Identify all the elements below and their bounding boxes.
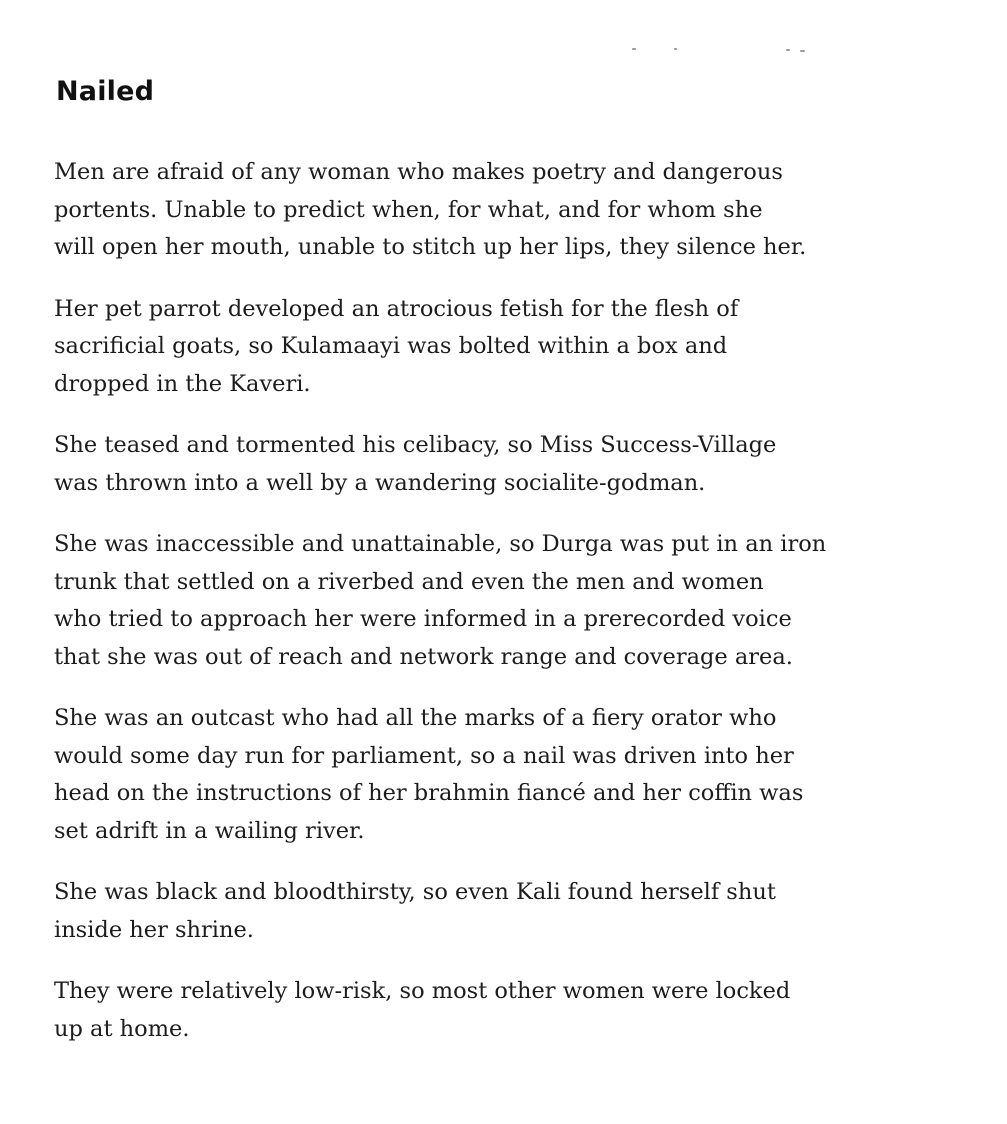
text-line: was thrown into a well by a wandering socialite-godman. (54, 469, 706, 496)
text-line: portents. Unable to predict when, for what, and for whom she (54, 196, 763, 223)
paragraph-3 (54, 427, 874, 502)
text-line: trunk that settled on a riverbed and even the men and women (54, 568, 764, 595)
text-line: Men are afraid of any woman who makes poetry and dangerous (54, 159, 783, 185)
text-line: up at home. (54, 1015, 190, 1042)
text-line: She was inaccessible and unattainable, so Durga was put in an iron (54, 531, 827, 557)
text-line: They were relatively low-risk, so most other women were locked (54, 978, 791, 1004)
scan-speck (786, 49, 790, 51)
text-line: sacrificial goats, so Kulamaayi was bolted within a box and (54, 333, 728, 359)
text-line: Her pet parrot developed an atrocious fetish for the flesh of (54, 295, 739, 322)
scan-speck (632, 48, 636, 50)
text-line: She was an outcast who had all the marks of a fiery orator who (54, 705, 777, 731)
text-line: inside her shrine. (54, 916, 254, 943)
text-line: She teased and tormented his celibacy, so Miss Success-Village (54, 432, 777, 458)
scan-artifacts (630, 44, 820, 54)
poem-title: Nailed (56, 76, 155, 107)
text-line: set adrift in a wailing river. (54, 817, 365, 844)
scan-speck (800, 50, 805, 52)
paragraph-7 (54, 973, 874, 1048)
text-line: dropped in the Kaveri. (54, 370, 311, 397)
paragraph-1 (54, 154, 874, 267)
paragraph-5 (54, 700, 874, 850)
text-line: would some day run for parliament, so a nail was driven into her (54, 742, 794, 769)
paragraph-2 (54, 291, 874, 404)
text-line: She was black and bloodthirsty, so even Kali found herself shut (54, 879, 776, 905)
paragraph-6 (54, 874, 874, 949)
paragraph-4 (54, 526, 874, 676)
text-line: head on the instructions of her brahmin fiancé and her coffin was (54, 780, 804, 806)
poem-body (54, 154, 874, 1072)
text-line: who tried to approach her were informed in a prerecorded voice (54, 606, 792, 632)
scan-speck (674, 48, 677, 50)
text-line: that she was out of reach and network range and coverage area. (54, 643, 793, 670)
text-line: will open her mouth, unable to stitch up her lips, they silence her. (54, 234, 807, 260)
